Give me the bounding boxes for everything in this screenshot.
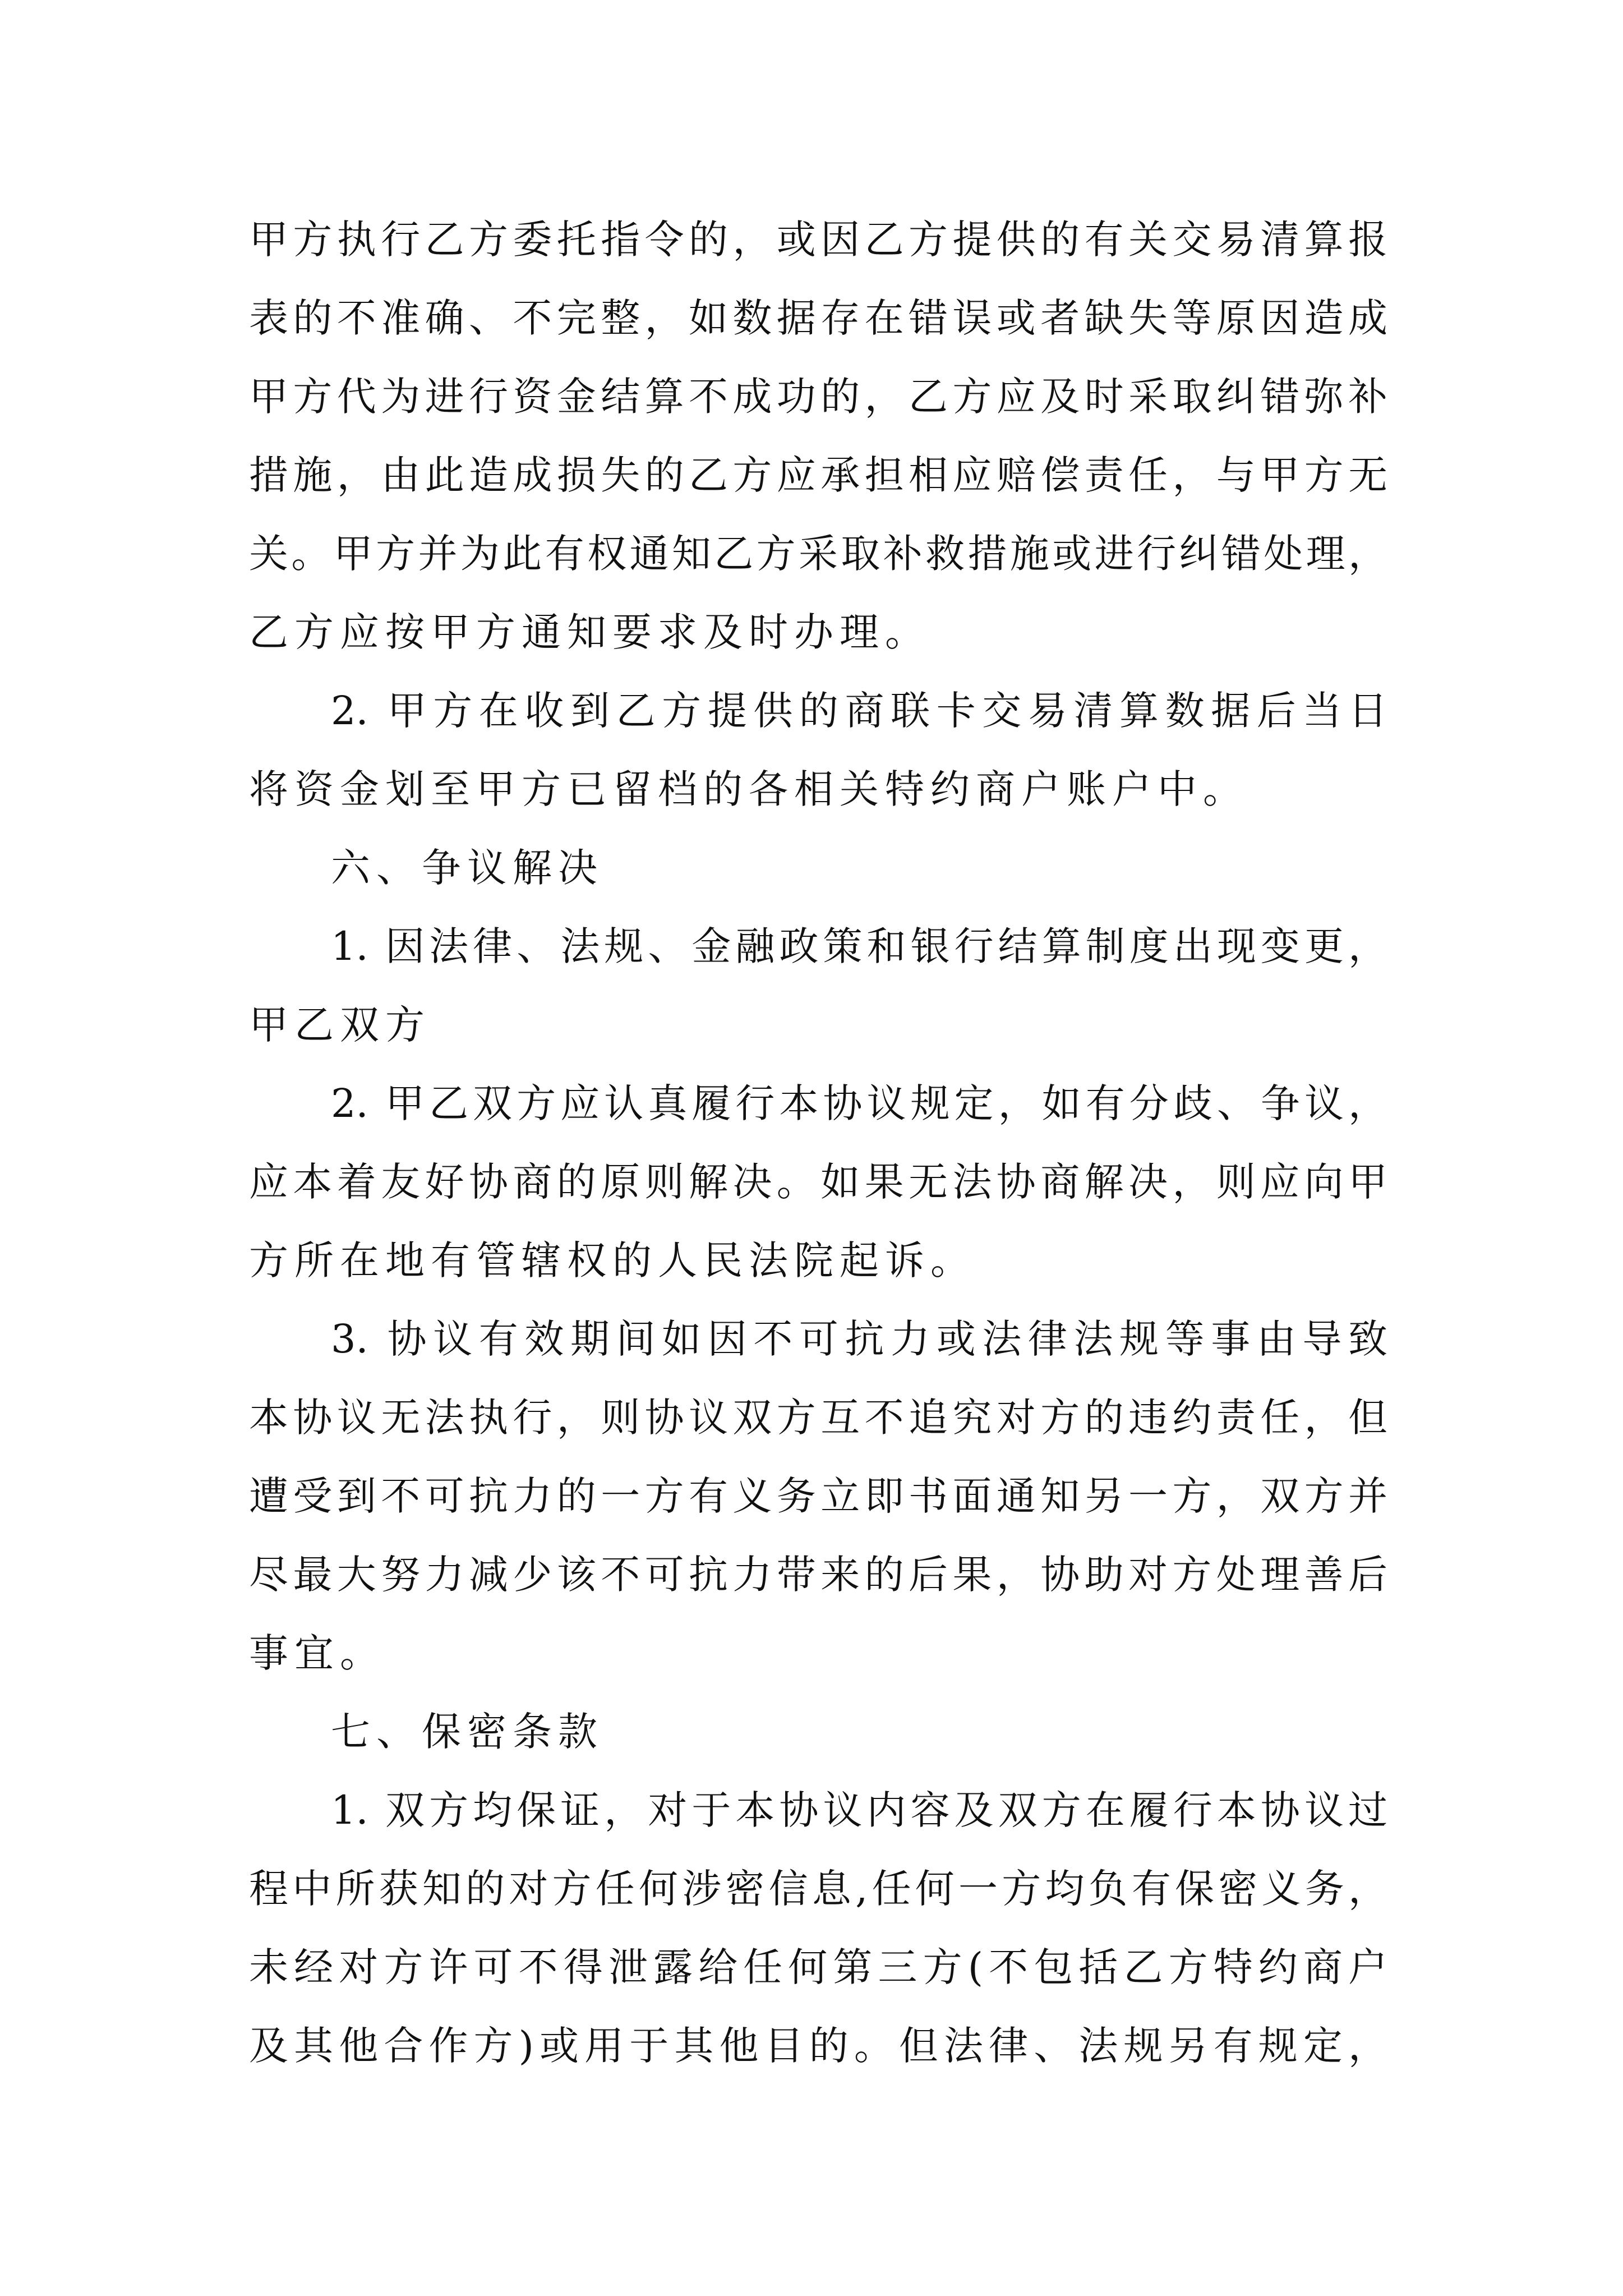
text-line: 程中所获知的对方任何涉密信息,任何一方均负有保密义务， bbox=[249, 1866, 1387, 1912]
text-line: 甲方代为进行资金结算不成功的，乙方应及时采取纠错弥补 bbox=[249, 374, 1387, 420]
text-line: 1. 因法律、法规、金融政策和银行结算制度出现变更， bbox=[331, 923, 1387, 969]
text-line: 将资金划至甲方已留档的各相关特约商户账户中。 bbox=[249, 766, 1248, 812]
text-line: 应本着友好协商的原则解决。如果无法协商解决，则应向甲 bbox=[249, 1159, 1387, 1205]
text-line: 本协议无法执行，则协议双方互不追究对方的违约责任，但 bbox=[249, 1395, 1387, 1441]
text-line: 2. 甲方在收到乙方提供的商联卡交易清算数据后当日 bbox=[331, 688, 1387, 734]
text-line: 表的不准确、不完整，如数据存在错误或者缺失等原因造成 bbox=[249, 295, 1387, 341]
text-line: 及其他合作方)或用于其他目的。但法律、法规另有规定， bbox=[249, 2023, 1387, 2069]
text-line: 3. 协议有效期间如因不可抗力或法律法规等事由导致 bbox=[331, 1316, 1387, 1362]
text-line: 甲方执行乙方委托指令的，或因乙方提供的有关交易清算报 bbox=[249, 217, 1387, 263]
text-line: 乙方应按甲方通知要求及时办理。 bbox=[249, 609, 930, 655]
text-line: 遭受到不可抗力的一方有义务立即书面通知另一方，双方并 bbox=[249, 1473, 1387, 1519]
text-line: 1. 双方均保证，对于本协议内容及双方在履行本协议过 bbox=[331, 1787, 1387, 1833]
text-line: 甲乙双方 bbox=[249, 1002, 431, 1048]
section-heading: 七、保密条款 bbox=[331, 1709, 603, 1755]
text-line: 2. 甲乙双方应认真履行本协议规定，如有分歧、争议， bbox=[331, 1080, 1387, 1126]
text-line: 关。甲方并为此有权通知乙方采取补救措施或进行纠错处理， bbox=[249, 531, 1387, 577]
section-heading: 六、争议解决 bbox=[331, 845, 603, 891]
text-line: 未经对方许可不得泄露给任何第三方(不包括乙方特约商户 bbox=[249, 1944, 1387, 1990]
text-line: 措施，由此造成损失的乙方应承担相应赔偿责任，与甲方无 bbox=[249, 452, 1387, 498]
text-line: 方所在地有管辖权的人民法院起诉。 bbox=[249, 1237, 976, 1283]
text-line: 事宜。 bbox=[249, 1630, 385, 1676]
text-line: 尽最大努力减少该不可抗力带来的后果，协助对方处理善后 bbox=[249, 1552, 1387, 1598]
